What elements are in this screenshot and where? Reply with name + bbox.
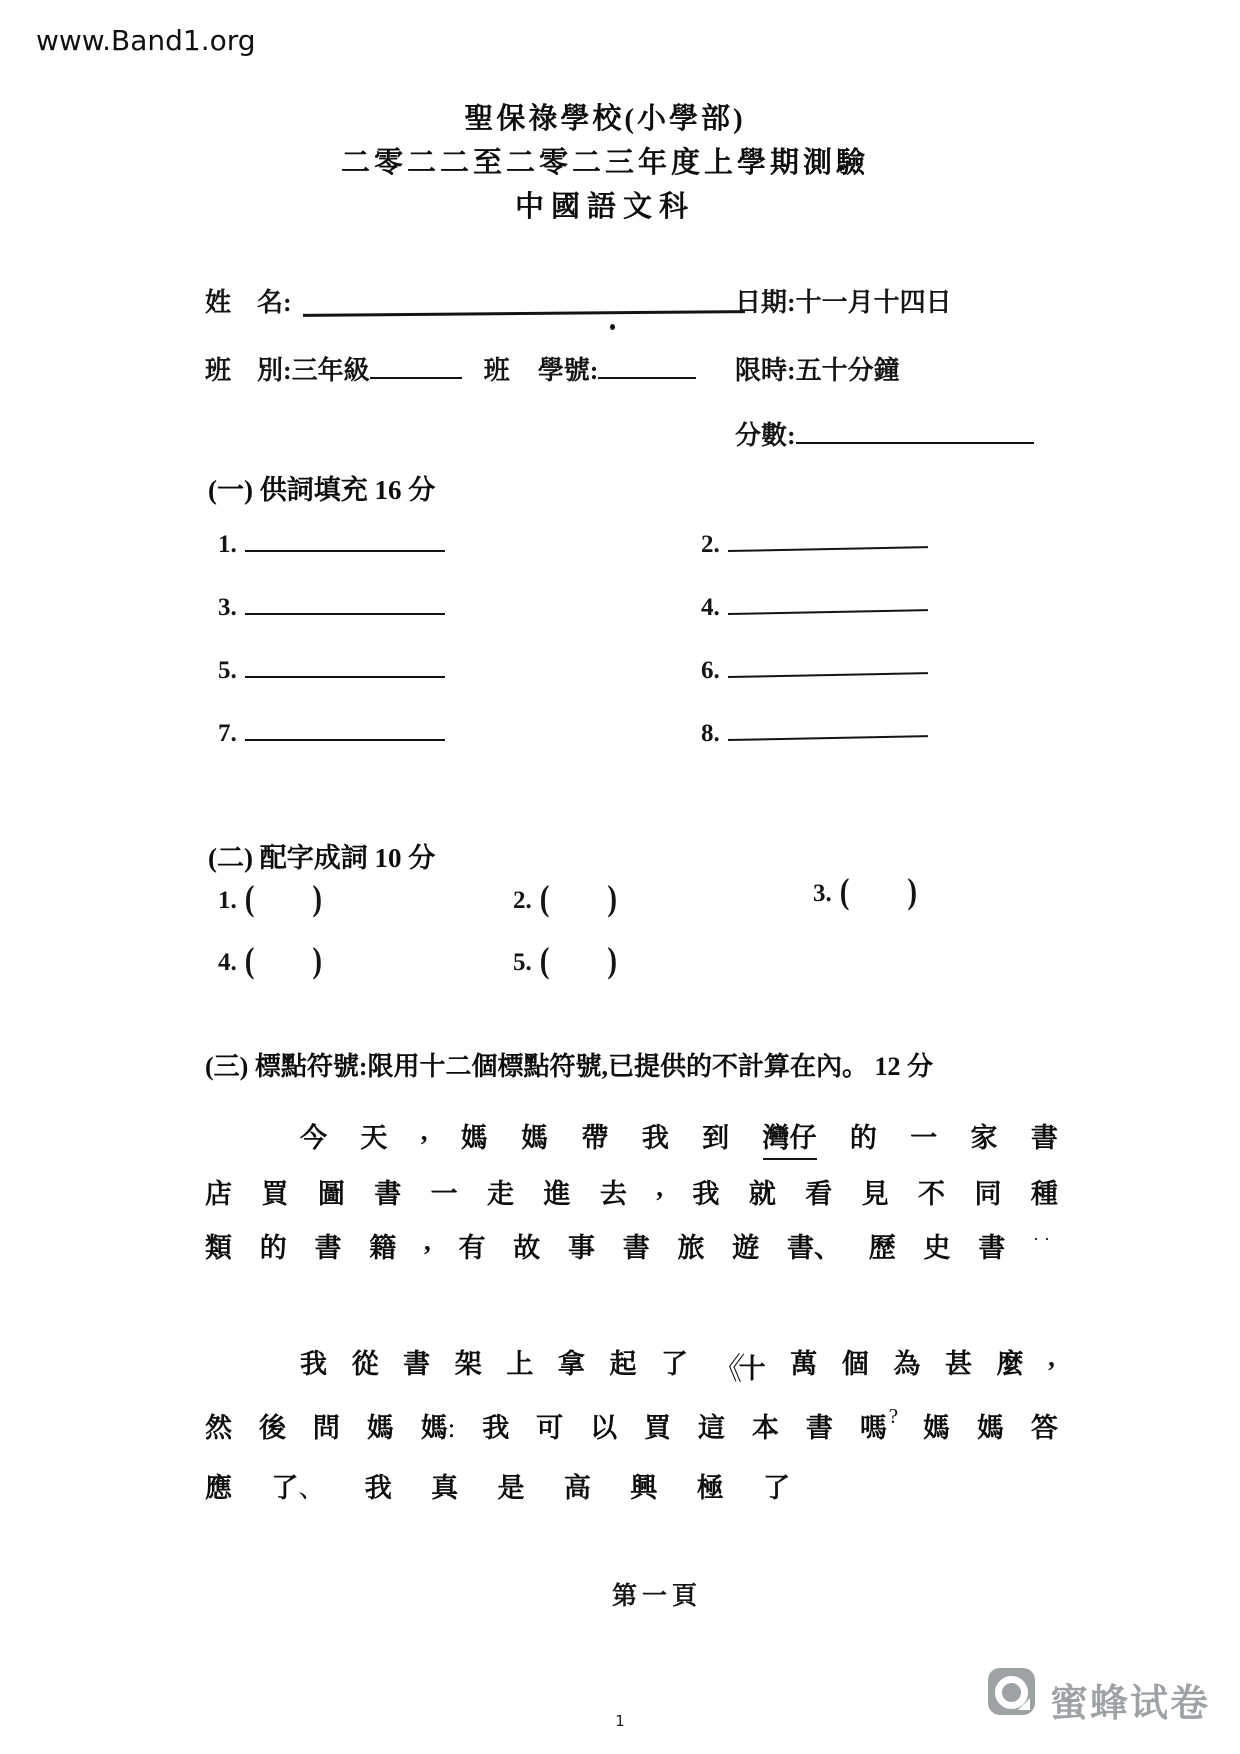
passage-char: 拿 (557, 1349, 585, 1379)
handwritten-mark: ? (888, 1404, 899, 1428)
passage-char: 媽 (521, 1123, 549, 1153)
passage-char: 麼 (996, 1349, 1024, 1379)
passage-line (205, 1466, 790, 1505)
name-row (205, 282, 292, 319)
answer-blank-line (727, 713, 927, 741)
passage-char: , (420, 1116, 428, 1146)
passage-char: 見 (861, 1179, 889, 1209)
fill-blank-item (701, 717, 938, 780)
passage-char: 書 (314, 1233, 342, 1263)
question-number: 7. (218, 720, 237, 747)
passage-char: 答 (1030, 1413, 1058, 1443)
open-paren: ( (539, 940, 550, 981)
passage-char: 我 (482, 1413, 510, 1443)
passage-char: 看 (805, 1179, 833, 1209)
question-number: 2. (701, 531, 720, 558)
passage-char: 架 (454, 1349, 482, 1379)
open-paren: ( (244, 878, 255, 919)
passage-char: 《十 (713, 1342, 766, 1387)
passage-char: 歷 (868, 1233, 896, 1263)
passage-char: 嗎? (859, 1404, 899, 1443)
passage-char: 然 (205, 1413, 232, 1443)
score-row (735, 415, 1034, 452)
score-blank (796, 420, 1034, 444)
section1-title: (一) 供詞填充 16 分 (208, 475, 436, 505)
class-suffix: 班 (483, 356, 510, 385)
passage-char: 興 (630, 1473, 658, 1503)
passage-char: 買 (261, 1179, 289, 1209)
subject-name: 中國語文科 (514, 191, 695, 223)
question-number: 4. (701, 594, 720, 621)
passage-char: 籍 (369, 1233, 397, 1263)
passage-char: 天 (360, 1123, 388, 1153)
score-label: 分數: (735, 421, 796, 450)
passage-char: 了、 (271, 1473, 326, 1503)
passage-char: 書 (622, 1233, 650, 1263)
passage-line (205, 1172, 1058, 1211)
passage-char: 媽 (366, 1413, 394, 1443)
passage-char: 走 (487, 1179, 515, 1209)
name-label: 姓 名: (205, 288, 292, 317)
fill-blank-item (218, 591, 701, 654)
passage-char: 事 (568, 1233, 595, 1263)
passage-char: 從 (351, 1349, 379, 1379)
passage-char: 本 (751, 1413, 779, 1443)
question-number: 1. (218, 531, 237, 558)
passage-char: , (1048, 1342, 1055, 1372)
answer-blank-line (245, 717, 445, 741)
question-number: 1. (218, 887, 237, 914)
passage-char: 不 (918, 1179, 946, 1209)
ink-dot (610, 324, 615, 330)
answer-blank-line (727, 587, 927, 615)
fill-blank-item (701, 654, 938, 717)
passage-char: 的 (259, 1233, 287, 1263)
question-number: 4. (218, 949, 237, 976)
passage-char: 書 (978, 1233, 1006, 1263)
class-label: 班 別: (205, 356, 292, 385)
class-row (205, 350, 696, 387)
bracket-item (513, 940, 618, 981)
question-number: 3. (218, 594, 237, 621)
handwritten-mark: : (447, 1413, 456, 1443)
open-paren: ( (539, 878, 550, 919)
page-footer-label: 第一頁 (611, 1583, 702, 1610)
passage-char: 可 (536, 1413, 564, 1443)
passage-char: 萬 (790, 1349, 818, 1379)
passage-char: 極 (696, 1473, 724, 1503)
time-row (735, 350, 900, 387)
passage-char: 同 (974, 1179, 1002, 1209)
class-grade: 三年級 (291, 356, 370, 385)
brand-name: 蜜蜂试卷 (1050, 1681, 1211, 1725)
passage-char: 後 (258, 1413, 286, 1443)
answer-blank-line (245, 528, 445, 552)
bracket-item (218, 878, 323, 919)
close-paren: ) (607, 940, 618, 981)
bracket-item (813, 871, 918, 912)
passage-char: 高 (563, 1473, 591, 1503)
passage-char: 應 (205, 1473, 232, 1503)
passage-char: 我 (300, 1349, 327, 1379)
passage-char: 書 (1030, 1123, 1058, 1153)
section1-grid (218, 528, 938, 780)
passage-char: 買 (644, 1413, 672, 1443)
passage-char: 圖 (317, 1179, 345, 1209)
fill-blank-item (701, 591, 938, 654)
passage-char: , (424, 1226, 431, 1256)
open-paren: ( (244, 940, 255, 981)
passage-char: 是 (497, 1473, 525, 1503)
student-no-label: 學號: (537, 356, 599, 385)
passage-char: ·· (1033, 1229, 1055, 1249)
fill-blank-item (701, 528, 938, 591)
student-no-blank (598, 355, 696, 379)
question-number: 8. (701, 720, 720, 747)
handwritten-mark: 《 (710, 1348, 746, 1387)
passage-char: 我 (364, 1473, 392, 1503)
passage-line (205, 1226, 1055, 1265)
passage-char: 媽 (923, 1413, 951, 1443)
passage-char: 個 (841, 1349, 869, 1379)
passage-char: 這 (697, 1413, 725, 1443)
passage-char: 甚 (944, 1349, 972, 1379)
name-blank-line (303, 310, 745, 316)
open-paren: ( (839, 871, 850, 912)
date-row (735, 282, 952, 319)
question-number: 5. (218, 657, 237, 684)
date-label: 日期: (735, 288, 796, 317)
school-name: 聖保祿學校(小學部) (464, 103, 746, 135)
passage-char: 去 (599, 1179, 627, 1209)
site-watermark: www.Band1.org (36, 24, 256, 57)
close-paren: ) (907, 871, 918, 912)
fill-blank-item (218, 717, 701, 780)
passage-char: 我 (692, 1179, 720, 1209)
passage-char: 種 (1030, 1179, 1058, 1209)
passage-char: 一 (910, 1123, 938, 1153)
passage-char: 起 (609, 1349, 637, 1379)
pdf-page-number: 1 (615, 1712, 625, 1730)
passage-char: 店 (205, 1179, 232, 1209)
passage-char: 到 (702, 1123, 730, 1153)
passage-char: 的 (849, 1123, 877, 1153)
answer-blank-line (727, 650, 927, 678)
question-number: 3. (813, 880, 832, 907)
time-value: 五十分鐘 (795, 356, 900, 385)
passage-char: , (656, 1172, 663, 1202)
passage-char: 上 (506, 1349, 534, 1379)
handwritten-mark: 、 (298, 1473, 326, 1503)
class-blank (370, 355, 462, 379)
answer-blank-line (245, 654, 445, 678)
passage-char: 我 (641, 1123, 669, 1153)
date-value: 十一月十四日 (795, 288, 952, 317)
time-label: 限時: (735, 356, 796, 385)
passage-char: 為 (893, 1349, 921, 1379)
passage-char: 今 (300, 1123, 327, 1153)
section2-title: (二) 配字成詞 10 分 (208, 843, 436, 873)
question-number: 6. (701, 657, 720, 684)
fill-blank-item (218, 528, 701, 591)
passage-char: 真 (431, 1473, 459, 1503)
passage-char: 書 (374, 1179, 402, 1209)
passage-char: 史 (923, 1233, 951, 1263)
bracket-item (513, 878, 618, 919)
close-paren: ) (312, 940, 323, 981)
passage-char: 遊 (732, 1233, 760, 1263)
passage-char: 灣仔 (763, 1116, 817, 1160)
passage-char: 類 (205, 1233, 232, 1263)
bracket-item (218, 940, 323, 981)
passage-char: 家 (970, 1123, 998, 1153)
question-number: 2. (513, 887, 532, 914)
passage-char: 問 (312, 1413, 340, 1443)
passage-char: 帶 (581, 1123, 609, 1153)
passage-line (300, 1342, 1055, 1387)
passage-char: 一 (430, 1179, 458, 1209)
passage-char: 媽: (420, 1413, 456, 1443)
fill-blank-item (218, 654, 701, 717)
exam-term: 二零二二至二零二三年度上學期測驗 (340, 147, 869, 179)
passage-char: 以 (590, 1413, 618, 1443)
answer-blank-line (727, 524, 927, 552)
passage-char: 故 (513, 1233, 541, 1263)
passage-char: 進 (543, 1179, 571, 1209)
bee-logo-icon (988, 1668, 1035, 1715)
passage-line (300, 1116, 1058, 1160)
passage-char: 了 (661, 1349, 689, 1379)
passage-char: 媽 (460, 1123, 488, 1153)
logo-ring-shape (995, 1676, 1028, 1709)
passage-char: 了 (763, 1473, 790, 1503)
passage-char: 旅 (677, 1233, 705, 1263)
close-paren: ) (312, 878, 323, 919)
passage-char: 就 (748, 1179, 776, 1209)
close-paren: ) (607, 878, 618, 919)
passage-char: 書 (805, 1413, 833, 1443)
passage-char: 媽 (976, 1413, 1004, 1443)
section3-title: (三) 標點符號:限用十二個標點符號,已提供的不計算在內。 12 分 (205, 1052, 933, 1081)
passage-char: 書、 (787, 1233, 841, 1263)
question-number: 5. (513, 949, 532, 976)
passage-char: 書 (403, 1349, 431, 1379)
answer-blank-line (245, 591, 445, 615)
passage-line (205, 1406, 1058, 1445)
passage-char: 有 (458, 1233, 486, 1263)
